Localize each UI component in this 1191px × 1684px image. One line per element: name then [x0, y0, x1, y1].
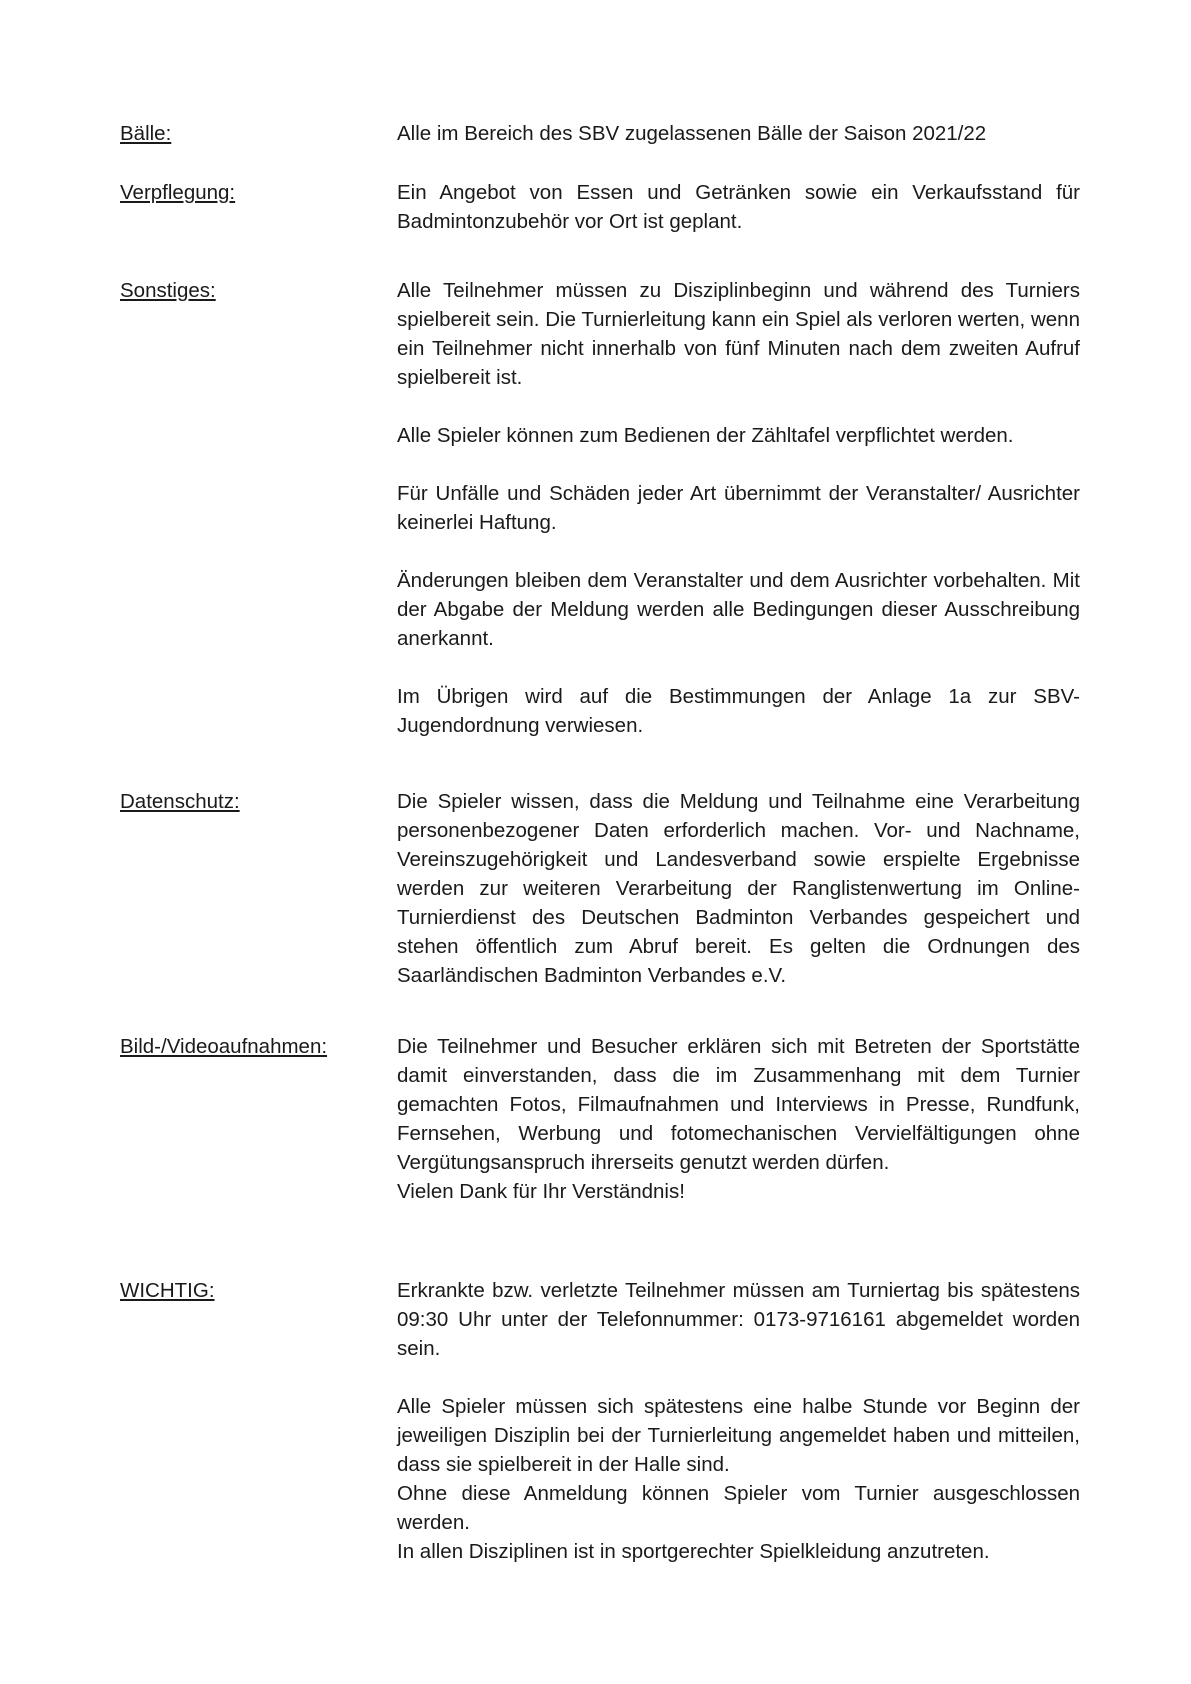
- section-content: [397, 1276, 1080, 1566]
- paragraph: Erkrankte bzw. verletzte Teilnehmer müssen am Turniertag bis spätestens 09:30 Uhr unter der Telefonnummer: 0173-9716161 abgemeldet worden sein.: [397, 1279, 1080, 1360]
- paragraph: Alle Teilnehmer müssen zu Disziplinbeginn und während des Turniers spielbereit sein. Die Turnierleitung kann ein Spiel als verloren werten, wenn ein Teilnehmer nicht innerhalb von fünf Minuten nach dem zweiten Aufruf spielbereit ist.: [397, 279, 1080, 389]
- section-label: Bälle:: [120, 122, 172, 145]
- paragraph: Die Teilnehmer und Besucher erklären sich mit Betreten der Sportstätte damit einverstanden, dass die im Zusammenhang mit dem Turnier gemachten Fotos, Filmaufnahmen und Interviews in Presse, Rundfunk, Fernsehen, Werbung und fotomechanischen Vervielfältigungen ohne Vergütungsanspruch ihrerseits genutzt werden dürfen.: [397, 1035, 1080, 1174]
- paragraph: Änderungen bleiben dem Veranstalter und dem Ausrichter vorbehalten. Mit der Abgabe der Meldung werden alle Bedingungen dieser Ausschreibung anerkannt.: [397, 569, 1080, 650]
- paragraph: Die Spieler wissen, dass die Meldung und Teilnahme eine Verarbeitung personenbezogener Daten erforderlich machen. Vor- und Nachname, Vereinszugehörigkeit und Landesverband sowie erspielte Ergebnisse werden zur weiteren Verarbeitung der Ranglistenwertung im Online-Turnierdienst des Deutschen Badminton Verbandes gespeichert und stehen öffentlich zum Abruf bereit. Es gelten die Ordnungen des Saarländischen Badminton Verbandes e.V.: [397, 790, 1080, 987]
- section-label: Verpflegung:: [120, 181, 236, 204]
- paragraph: In allen Disziplinen ist in sportgerechter Spielkleidung anzutreten.: [397, 1540, 990, 1563]
- section-content: [397, 787, 1080, 990]
- paragraph: Im Übrigen wird auf die Bestimmungen der Anlage 1a zur SBV-Jugendordnung verwiesen.: [397, 685, 1080, 737]
- section-label: Bild-/Videoaufnahmen:: [120, 1035, 328, 1058]
- section-content: [397, 178, 1080, 236]
- section-content: [397, 119, 1080, 148]
- paragraph: Alle Spieler können zum Bedienen der Zähltafel verpflichtet werden.: [397, 424, 1014, 447]
- section-content: [397, 1032, 1080, 1206]
- paragraph: Für Unfälle und Schäden jeder Art übernimmt der Veranstalter/ Ausrichter keinerlei Haftung.: [397, 482, 1080, 534]
- paragraph: Alle im Bereich des SBV zugelassenen Bälle der Saison 2021/22: [397, 122, 987, 145]
- section-content: [397, 276, 1080, 740]
- paragraph: Alle Spieler müssen sich spätestens eine halbe Stunde vor Beginn der jeweiligen Disziplin bei der Turnierleitung angemeldet haben und mitteilen, dass sie spielbereit in der Halle sind.: [397, 1395, 1080, 1476]
- section-label: WICHTIG:: [120, 1279, 215, 1302]
- paragraph: Ein Angebot von Essen und Getränken sowie ein Verkaufsstand für Badmintonzubehör vor Ort ist geplant.: [397, 181, 1080, 233]
- paragraph: Ohne diese Anmeldung können Spieler vom Turnier ausgeschlossen werden.: [397, 1482, 1080, 1534]
- section-label: Datenschutz:: [120, 790, 240, 813]
- paragraph: Vielen Dank für Ihr Verständnis!: [397, 1180, 685, 1203]
- section-label: Sonstiges:: [120, 279, 216, 302]
